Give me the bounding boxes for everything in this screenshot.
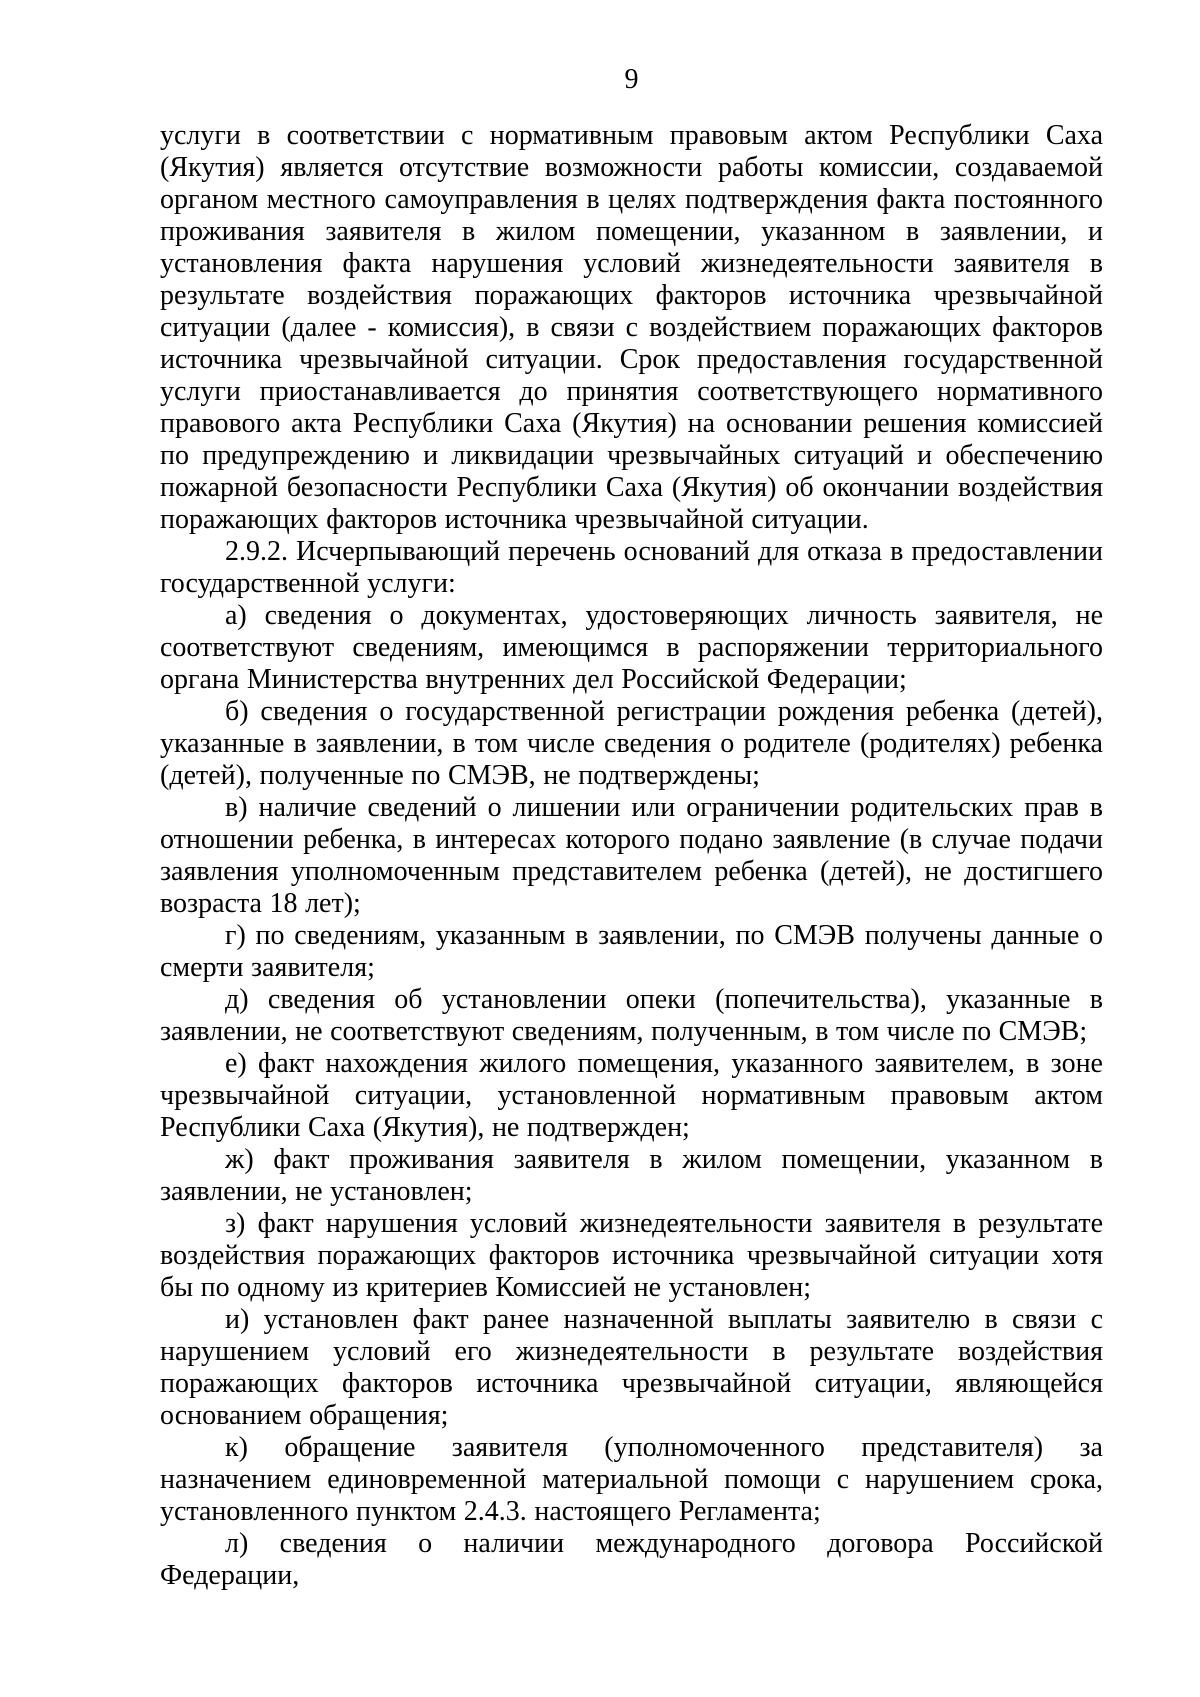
body-paragraph-item-a: а) сведения о документах, удостоверяющих личность заявителя, не соответствуют сведениям, имеющимся в распоряжении территориального органа Министерства внутренних дел Российской Федерации;	[160, 600, 1103, 695]
body-paragraph-2-9-2: 2.9.2. Исчерпывающий перечень оснований для отказа в предоставлении государственной услуги:	[160, 536, 1103, 599]
page-number: 9	[624, 64, 639, 95]
body-paragraph-item-e: е) факт нахождения жилого помещения, указанного заявителем, в зоне чрезвычайной ситуации, установленной нормативным правовым актом Республики Саха (Якутия), не подтвержден;	[160, 1048, 1103, 1143]
body-paragraph-item-k: к) обращение заявителя (уполномоченного представителя) за назначением единовременной материальной помощи с нарушением срока, установленного пунктом 2.4.3. настоящего Регламента;	[160, 1432, 1103, 1527]
body-paragraph-item-z: з) факт нарушения условий жизнедеятельности заявителя в результате воздействия поражающих факторов источника чрезвычайной ситуации хотя бы по одному из критериев Комиссией не установлен;	[160, 1208, 1103, 1303]
body-paragraph-item-v: в) наличие сведений о лишении или ограничении родительских прав в отношении ребенка, в интересах которого подано заявление (в случае подачи заявления уполномоченным представителем ребенка (детей), не достигшего возраста 18 лет);	[160, 792, 1103, 919]
body-paragraph-item-d: д) сведения об установлении опеки (попечительства), указанные в заявлении, не соответствуют сведениям, полученным, в том числе по СМЭВ;	[160, 984, 1103, 1047]
body-paragraph-item-b: б) сведения о государственной регистрации рождения ребенка (детей), указанные в заявлении, в том числе сведения о родителе (родителях) ребенка (детей), полученные по СМЭВ, не подтверждены;	[160, 696, 1103, 791]
body-paragraph-item-i: и) установлен факт ранее назначенной выплаты заявителю в связи с нарушением условий его жизнедеятельности в результате воздействия поражающих факторов источника чрезвычайной ситуации, являющейся основанием обращения;	[160, 1304, 1103, 1431]
body-paragraph-continuation: услуги в соответствии с нормативным правовым актом Республики Саха (Якутия) является отсутствие возможности работы комиссии, создаваемой органом местного самоуправления в целях подтверждения факта постоянного проживания заявителя в жилом помещении, указанном в заявлении, и установления факта нарушения условий жизнедеятельности заявителя в результате воздействия поражающих факторов источника чрезвычайной ситуации (далее - комиссия), в связи с воздействием поражающих факторов источника чрезвычайной ситуации. Срок предоставления государственной услуги приостанавливается до принятия соответствующего нормативного правового акта Республики Саха (Якутия) на основании решения комиссией по предупреждению и ликвидации чрезвычайных ситуаций и обеспечению пожарной безопасности Республики Саха (Якутия) об окончании воздействия поражающих факторов источника чрезвычайной ситуации.	[160, 120, 1103, 535]
document-body	[160, 120, 1103, 1592]
body-paragraph-item-l: л) сведения о наличии международного договора Российской Федерации,	[160, 1528, 1103, 1591]
body-paragraph-item-zh: ж) факт проживания заявителя в жилом помещении, указанном в заявлении, не установлен;	[160, 1144, 1103, 1207]
body-paragraph-item-g: г) по сведениям, указанным в заявлении, по СМЭВ получены данные о смерти заявителя;	[160, 920, 1103, 983]
